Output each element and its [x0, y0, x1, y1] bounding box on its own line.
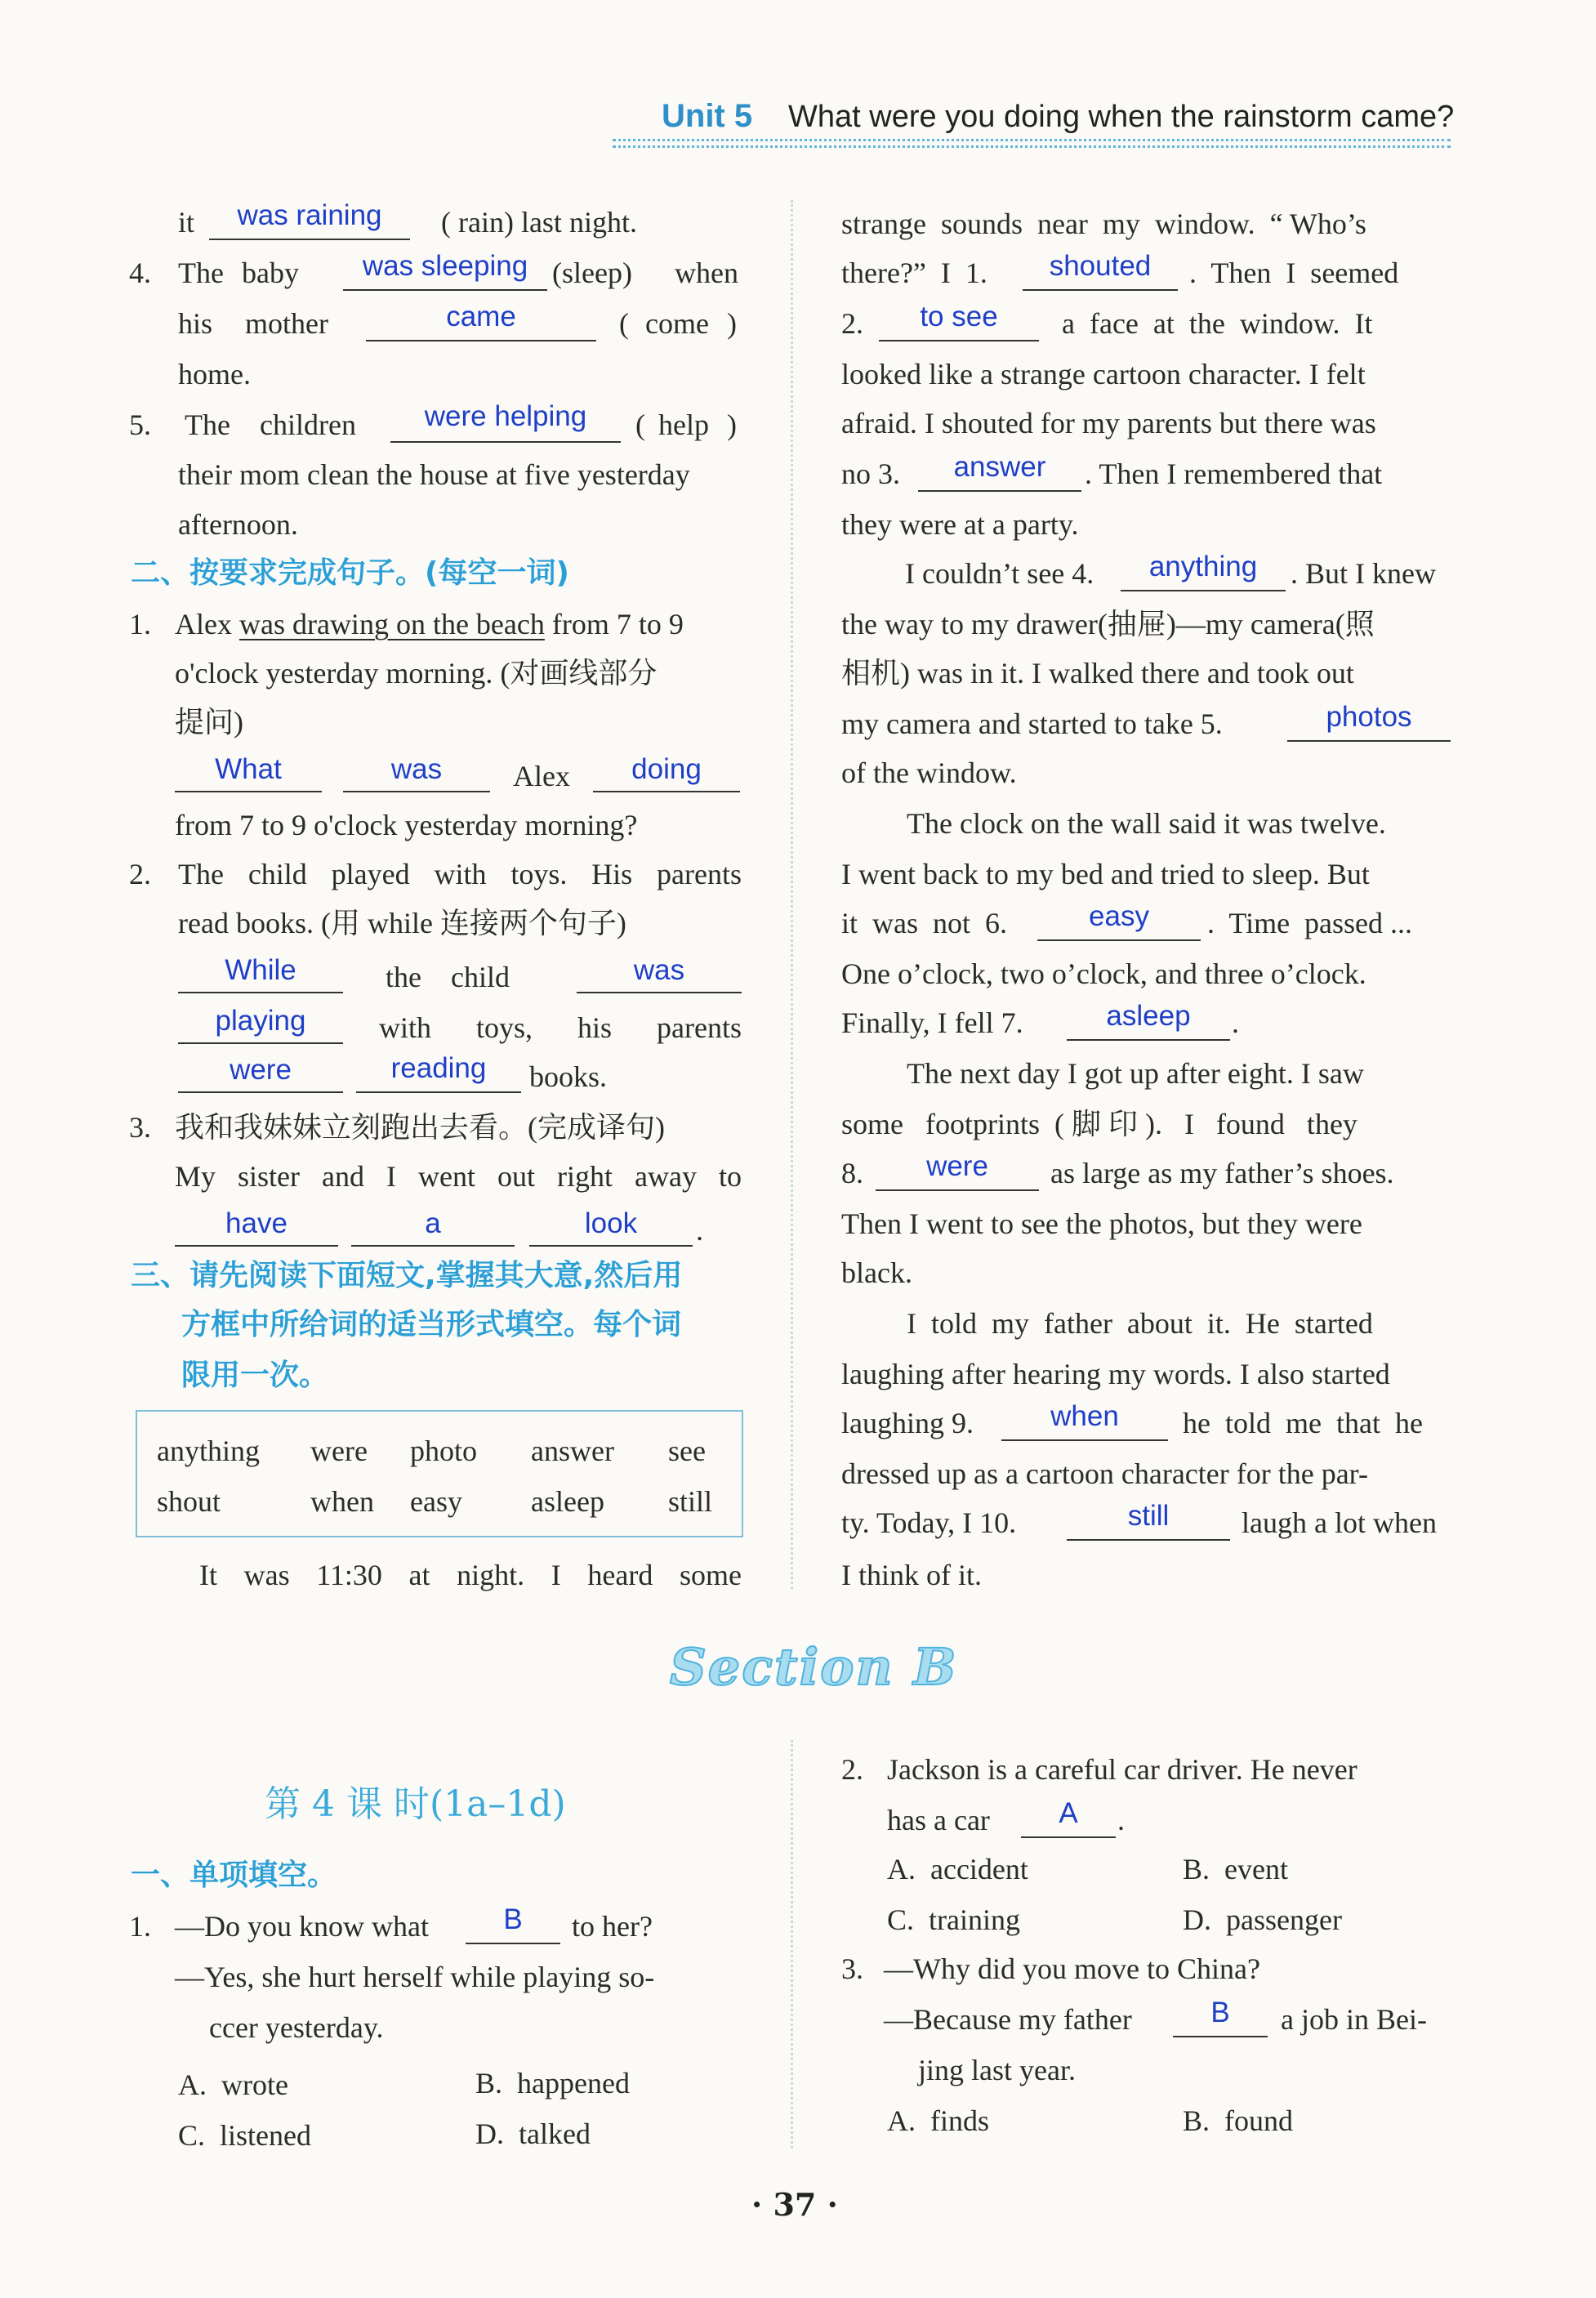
section-b-title: Section B: [670, 1637, 958, 1697]
question-number: 1.: [129, 1910, 151, 1943]
header-divider: [613, 139, 1451, 141]
word: (: [635, 408, 645, 441]
answer: was: [633, 954, 685, 986]
text-line: their mom clean the house at five yesterday: [178, 458, 690, 491]
answer-blank: [918, 490, 1081, 492]
answer: were helping: [424, 400, 587, 432]
box-word: answer: [531, 1435, 614, 1467]
text-line: . Time passed ...: [1207, 907, 1413, 939]
text-line: —Do you know what: [175, 1910, 429, 1943]
option-b: B. happened: [475, 2067, 630, 2099]
box-word: photo: [410, 1435, 478, 1467]
text-line: jing last year.: [918, 2054, 1076, 2086]
answer: have: [225, 1207, 288, 1239]
text-line: it: [178, 206, 195, 239]
word: his: [178, 307, 213, 340]
section-heading: 三、请先阅读下面短文,掌握其大意,然后用: [131, 1259, 683, 1292]
answer-blank: [577, 992, 742, 993]
text-line: Finally, I fell 7.: [841, 1006, 1023, 1039]
text-line: afraid. I shouted for my parents but there was: [841, 407, 1376, 440]
text-line: The child played with toys. His parents: [178, 858, 742, 890]
text-line: it was not 6.: [841, 907, 1007, 939]
answer: reading: [390, 1052, 487, 1084]
option-c: C. listened: [178, 2119, 311, 2152]
unit-label: Unit 5: [662, 98, 753, 134]
answer-blank: [209, 239, 410, 240]
option-b: B. found: [1183, 2104, 1293, 2137]
text-line: they were at a party.: [841, 508, 1079, 541]
word: The: [178, 257, 224, 289]
word: children: [260, 408, 356, 441]
option-a: A. finds: [887, 2104, 989, 2137]
header-divider-2: [613, 145, 1451, 148]
option-b: B. event: [1183, 1853, 1288, 1885]
text-line: Jackson is a careful car driver. He never: [887, 1753, 1357, 1786]
word: books.: [529, 1060, 608, 1093]
text-line: laughing 9.: [841, 1407, 974, 1439]
answer-blank: [879, 340, 1039, 341]
text-line: I think of it.: [841, 1559, 982, 1591]
answer-blank: [1037, 939, 1201, 941]
answer: still: [1127, 1500, 1170, 1532]
text-line: One o’clock, two o’clock, and three o’clock.: [841, 957, 1366, 990]
column-divider-lower: [791, 1740, 793, 2149]
box-word: when: [310, 1485, 374, 1518]
box-word: easy: [410, 1485, 462, 1518]
option-d: D. talked: [475, 2117, 591, 2150]
answer: asleep: [1106, 1000, 1191, 1032]
word: ): [727, 408, 737, 441]
answer-blank: [1067, 1039, 1230, 1041]
answer: was: [390, 753, 443, 785]
answer: shouted: [1049, 250, 1152, 282]
unit-title: What were you doing when the rainstorm came?: [788, 100, 1455, 134]
answer-blank: [175, 791, 322, 792]
text-line: read books. (用 while 连接两个句子): [178, 907, 626, 939]
section-heading: 一、单项填空。: [131, 1858, 337, 1892]
question-number: 2.: [841, 1753, 863, 1786]
answer: when: [1050, 1400, 1119, 1432]
word: when: [675, 257, 738, 289]
text-line: 提问): [175, 706, 243, 738]
answer-blank: [1023, 289, 1178, 291]
answer-blank: [343, 289, 547, 291]
answer-blank: [593, 791, 740, 792]
text-line: as large as my father’s shoes.: [1050, 1157, 1394, 1189]
text-line: black.: [841, 1256, 912, 1289]
answer-blank: [1121, 590, 1286, 591]
answer-blank: [529, 1245, 693, 1247]
answer-blank: [1021, 1836, 1116, 1838]
box-word: anything: [157, 1435, 260, 1467]
text-line: ( rain) last night.: [441, 206, 637, 239]
answer-blank: [178, 992, 343, 993]
text-line: 2.: [841, 307, 863, 340]
word: baby: [242, 257, 299, 289]
text-line: . But I knew: [1291, 557, 1436, 590]
text-line: a face at the window. It: [1062, 307, 1373, 340]
answer: What: [215, 753, 282, 785]
answer-blank: [178, 1042, 343, 1044]
answer: was raining: [237, 199, 382, 231]
text-line: I went back to my bed and tried to sleep. But: [841, 858, 1370, 890]
answer: While: [225, 954, 296, 986]
text-line: a job in Bei-: [1281, 2003, 1427, 2036]
section-heading: 方框中所给词的适当形式填空。每个词: [181, 1308, 682, 1341]
underlined-phrase: was drawing on the beach: [239, 608, 545, 640]
answer-blank: [1287, 740, 1451, 742]
word: The: [185, 408, 230, 441]
answer: A: [1059, 1797, 1078, 1829]
text-line: 相机) was in it. I walked there and took out: [841, 657, 1354, 689]
text-line: the way to my drawer(抽屉)—my camera(照: [841, 608, 1375, 640]
answer-blank: [175, 1245, 338, 1247]
section-heading: 二、按要求完成句子。(每空一词): [131, 556, 569, 590]
text-line: The clock on the wall said it was twelve.: [907, 807, 1386, 840]
answer: doing: [631, 753, 702, 785]
answer: was sleeping: [362, 250, 528, 282]
answer: easy: [1089, 900, 1149, 932]
answer-blank: [390, 441, 621, 443]
answer-blank: [351, 1245, 515, 1247]
section-heading: 限用一次。: [181, 1359, 329, 1392]
text-line: there?” I 1.: [841, 257, 987, 289]
answer-blank: [366, 340, 596, 341]
answer: answer: [953, 451, 1046, 483]
question-number: 2.: [129, 858, 151, 890]
word-box: [136, 1410, 743, 1537]
text-line: home.: [178, 358, 251, 390]
option-a: A. wrote: [178, 2068, 288, 2101]
option-a: A. accident: [887, 1853, 1028, 1885]
word: help: [658, 408, 709, 441]
text-line: laugh a lot when: [1242, 1506, 1437, 1539]
text-line: Alex was drawing on the beach from 7 to 9: [175, 608, 684, 640]
answer-blank: [343, 791, 490, 792]
text-line: has a car: [887, 1804, 990, 1836]
answer: B: [1210, 1997, 1230, 2028]
text-line: dressed up as a cartoon character for the par-: [841, 1457, 1368, 1490]
box-word: still: [668, 1485, 713, 1518]
option-d: D. passenger: [1183, 1903, 1342, 1936]
word: come: [645, 307, 709, 340]
question-number: 1.: [129, 608, 151, 640]
text-line: I told my father about it. He started: [907, 1307, 1373, 1340]
answer-blank: [876, 1189, 1039, 1191]
text-line: ccer yesterday.: [209, 2011, 384, 2044]
text-line: from 7 to 9 o'clock yesterday morning?: [175, 809, 638, 841]
text-line: of the window.: [841, 756, 1017, 789]
text-line: 8.: [841, 1157, 863, 1189]
text-line: .: [1117, 1804, 1125, 1836]
text-line: afternoon.: [178, 508, 298, 541]
text-line: The next day I got up after eight. I saw: [907, 1057, 1364, 1090]
answer-blank: [356, 1091, 521, 1093]
text-line: . Then I seemed: [1189, 257, 1399, 289]
text-line: looked like a strange cartoon character. I felt: [841, 358, 1366, 390]
answer: came: [446, 301, 516, 332]
text-line: no 3.: [841, 457, 900, 490]
text-line: It was 11:30 at night. I heard some: [199, 1559, 742, 1591]
answer: look: [584, 1207, 638, 1239]
text-line: 我和我妹妹立刻跑出去看。(完成译句): [175, 1111, 665, 1144]
question-number: 3.: [129, 1111, 151, 1144]
answer-blank: [466, 1943, 560, 1944]
text-line: strange sounds near my window. “ Who’s: [841, 207, 1366, 240]
word: .: [696, 1214, 703, 1247]
box-word: were: [310, 1435, 368, 1467]
text-line: to her?: [572, 1910, 653, 1943]
lesson-title: 第 4 课 时(1a–1d): [265, 1783, 566, 1825]
answer: to see: [920, 301, 998, 332]
box-word: shout: [157, 1485, 221, 1518]
text-line: .: [1232, 1006, 1239, 1039]
answer-blank: [178, 1091, 343, 1093]
text-line: some footprints ( 脚 印 ). I found they: [841, 1108, 1357, 1140]
text-line: My sister and I went out right away to: [175, 1160, 742, 1193]
text-line: he told me that he: [1183, 1407, 1423, 1439]
answer: were: [230, 1054, 292, 1086]
answer: were: [926, 1150, 988, 1182]
word: (sleep): [552, 257, 632, 289]
text-line: o'clock yesterday morning. (对画线部分: [175, 657, 658, 689]
answer-blank: [1001, 1439, 1168, 1441]
answer-blank: [1067, 1539, 1230, 1541]
text-line: —Because my father: [884, 2003, 1132, 2036]
word: the child: [386, 961, 510, 993]
box-word: asleep: [531, 1485, 604, 1518]
text-line: —Yes, she hurt herself while playing so-: [175, 1961, 655, 1993]
text-line: with toys, his parents: [379, 1011, 742, 1044]
answer: a: [425, 1207, 441, 1239]
text-line: I couldn’t see 4.: [905, 557, 1094, 590]
answer-blank: [1173, 2036, 1268, 2037]
text-line: ty. Today, I 10.: [841, 1506, 1017, 1539]
question-number: 3.: [841, 1952, 863, 1985]
question-number: 5.: [129, 408, 151, 441]
text-line: laughing after hearing my words. I also started: [841, 1358, 1390, 1390]
text-line: —Why did you move to China?: [884, 1952, 1260, 1985]
page-number: · 37 ·: [751, 2186, 838, 2223]
text-line: my camera and started to take 5.: [841, 707, 1223, 740]
box-word: see: [668, 1435, 706, 1467]
option-c: C. training: [887, 1903, 1020, 1936]
text-line: . Then I remembered that: [1085, 457, 1383, 490]
word: mother: [245, 307, 328, 340]
word: Alex: [513, 760, 570, 792]
answer: photos: [1326, 701, 1412, 733]
word: ): [727, 307, 737, 340]
answer: B: [503, 1903, 523, 1935]
question-number: 4.: [129, 257, 151, 289]
text-line: Then I went to see the photos, but they were: [841, 1207, 1362, 1240]
answer: anything: [1148, 551, 1258, 582]
word: (: [619, 307, 629, 340]
column-divider: [791, 200, 793, 1589]
answer: playing: [215, 1005, 306, 1037]
